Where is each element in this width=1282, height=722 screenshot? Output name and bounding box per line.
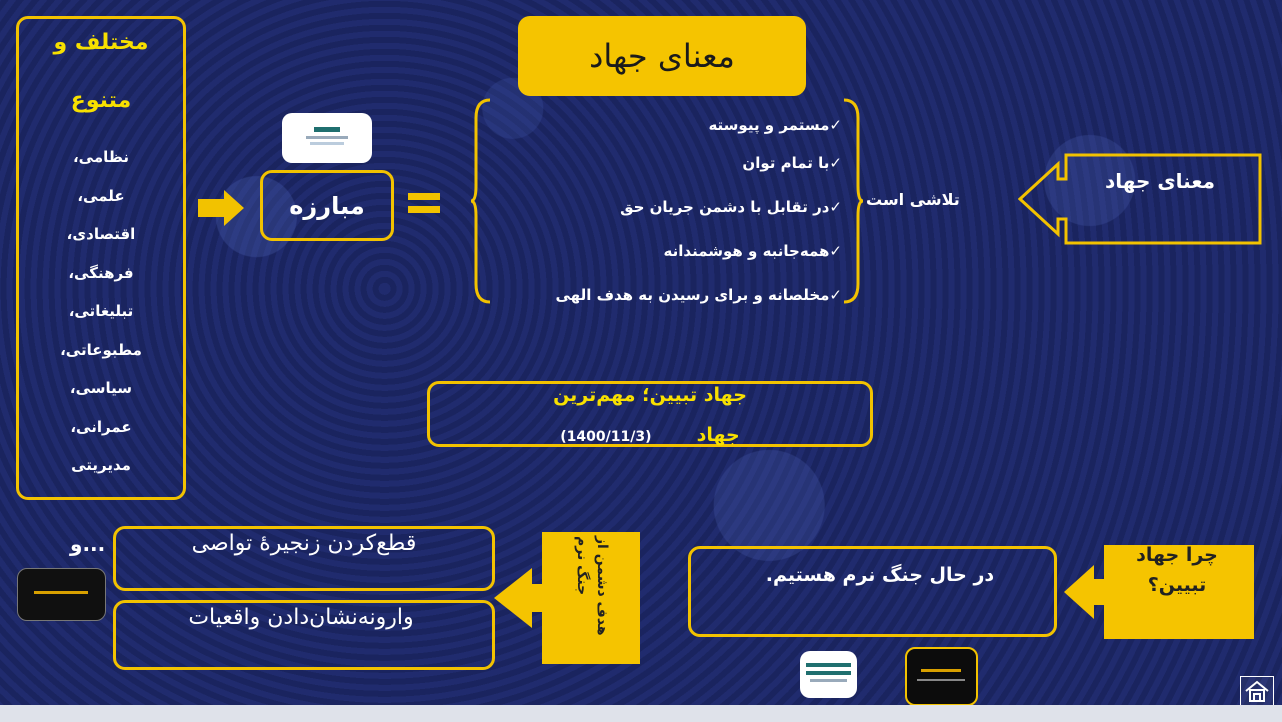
goal-item-2: وارونه‌نشان‌دادن واقعیات — [188, 605, 414, 630]
domain-item: اقتصادی، — [66, 225, 136, 243]
slide-thumbnail-3[interactable] — [800, 651, 857, 698]
domain-item: سیاسی، — [69, 379, 133, 397]
list-item: ✓همه‌جانبه و هوشمندانه — [663, 242, 842, 260]
domain-item: نظامی، — [72, 148, 130, 166]
domains-tail: و... — [70, 532, 106, 556]
mobarezeh-box — [260, 170, 394, 241]
domain-item: تبلیغاتی، — [68, 302, 134, 320]
list-item: ✓در تقابل با دشمن جریان حق — [620, 198, 842, 216]
enemy-goal-label: هدف دشمن از جنگ نرم — [574, 536, 610, 636]
domains-heading-1: مختلف و — [53, 30, 149, 55]
arrow-right-icon — [198, 190, 244, 226]
domain-item: فرهنگی، — [68, 263, 134, 282]
list-item: ✓با تمام توان — [742, 154, 842, 172]
left-brace-icon — [470, 98, 492, 304]
domain-item: مدیریتی — [71, 456, 131, 474]
mobarezeh-label: مبارزه — [289, 191, 365, 220]
tabyin-line-1: جهاد تبیین؛ مهم‌ترین — [553, 384, 747, 406]
slide-thumbnail-2[interactable] — [17, 568, 106, 621]
domains-list — [20, 142, 182, 489]
equals-icon — [408, 193, 440, 215]
domain-item: مطبوعاتی، — [60, 340, 142, 359]
bottom-strip — [0, 705, 1282, 722]
list-item: ✓مخلصانه و برای رسیدن به هدف الهی — [555, 286, 842, 304]
soft-war-label: در حال جنگ نرم هستیم. — [765, 564, 995, 586]
tabyin-line-2: جهاد (1400/11/3) — [560, 424, 740, 446]
goal-item-1: قطع‌کردن زنجیرۀ تواصی — [191, 531, 417, 556]
slide-thumbnail-4[interactable] — [905, 647, 978, 706]
list-item: ✓مستمر و پیوسته — [708, 116, 842, 134]
domain-item: عمرانی، — [70, 417, 132, 436]
slide-thumbnail-1[interactable] — [282, 113, 372, 163]
talashi-label: تلاشی است — [866, 190, 960, 209]
page-title: معنای جهاد — [589, 37, 735, 75]
home-icon[interactable] — [1240, 676, 1274, 706]
title-box — [518, 16, 806, 96]
meaning-arrow-label: معنای جهاد — [1104, 169, 1216, 193]
right-brace-icon — [842, 98, 864, 304]
why-label: چرا جهاد تبیین؟ — [1136, 544, 1218, 596]
domain-item: علمی، — [77, 186, 125, 205]
domains-heading-2: متنوع — [70, 88, 132, 113]
